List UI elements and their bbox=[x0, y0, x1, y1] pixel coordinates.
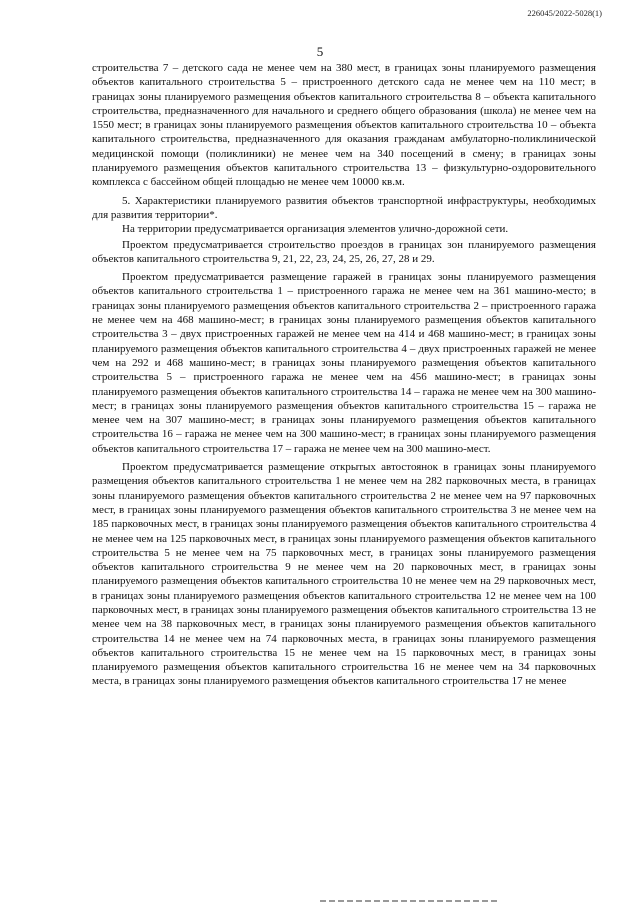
paragraph-street-road-network: На территории предусматривается организация элементов улично-дорожной сети. bbox=[122, 223, 509, 236]
document-registration-number: 226045/2022-5028(1) bbox=[527, 8, 602, 18]
paragraph-social-objects-continued: строительства 7 – детского сада не менее чем на 380 мест, в границах зоны планируемого размещения объектов капитального строительства 5 – пристроенного детского сада не менее чем на 110 мест; в границах зоны планируемого размещения объектов капитального строительства 8 – объекта капитального строительства, предназначенного для начального и среднего общего образования (школа) не менее чем на 1550 мест; в границах зоны планируемого размещения объектов капитального строительства 10 – объекта капитального строительства, предназначенного для оказания гражданам амбулаторно-поликлинической медицинской помощи (поликлиники) не менее чем на 340 посещений в смену; в границах зоны планируемого размещения объектов капитального строительства 13 – физкультурно-оздоровительного комплекса с бассейном общей площадью не менее чем 10000 кв.м. bbox=[92, 62, 596, 189]
scan-artifact-line bbox=[320, 900, 500, 902]
paragraph-garages: Проектом предусматривается размещение гаражей в границах зоны планируемого размещения объектов капитального строительства 1 – пристроенного гаража не менее чем на 361 машино-место; в границах зоны планируемого размещения объектов капитального строительства 2 – пристроенного гаража не менее чем на 468 машино-мест; в границах зоны планируемого размещения объектов капитального строительства 3 – двух пристроенных гаражей не менее чем на 414 и 468 машино-мест; в границах зоны планируемого размещения объектов капитального строительства 4 – двух пристроенных гаражей не менее чем на 292 и 468 машино-мест; в границах зоны планируемого размещения объектов капитального строительства 5 – пристроенного гаража не менее чем на 456 машино-мест; в границах зоны планируемого размещения объектов капитального строительства 14 – гаража не менее чем на 300 машино-мест; в границах зоны планируемого размещения объектов капитального строительства 15 – гаража не менее чем на 307 машино-мест; в границах зоны планируемого размещения объектов капитального строительства 16 – гаража не менее чем на 300 машино-мест; в границах зоны планируемого размещения объектов капитального строительства 17 – гаража не менее чем на 300 машино-мест. bbox=[92, 271, 596, 455]
section-heading-transport-infrastructure: 5. Характеристики планируемого развития объектов транспортной инфраструктуры, необходимых для развития территории*. bbox=[92, 194, 596, 221]
document-body bbox=[92, 61, 596, 689]
paragraph-open-parking: Проектом предусматривается размещение открытых автостоянок в границах зоны планируемого размещения объектов капитального строительства 1 не менее чем на 282 парковочных места, в границах зоны планируемого размещения объектов капитального строительства 2 не менее чем на 97 парковочных мест, в границах зоны планируемого размещения объектов капитального строительства 3 не менее чем на 185 парковочных мест, в границах зоны планируемого размещения объектов капитального строительства 4 не менее чем на 125 парковочных мест, в границах зоны планируемого размещения объектов капитального строительства 5 не менее чем на 75 парковочных мест, в границах зоны планируемого размещения объектов капитального строительства 9 не менее чем на 20 парковочных мест, в границах зоны планируемого размещения объектов капитального строительства 10 не менее чем на 29 парковочных мест, в границах зоны планируемого размещения объектов капитального строительства 12 не менее чем на 100 парковочных мест, в границах зоны планируемого размещения объектов капитального строительства 13 не менее чем на 38 парковочных мест, в границах зоны планируемого размещения объектов капитального строительства 14 не менее чем на 74 парковочных места, в границах зоны планируемого размещения объектов капитального строительства 15 не менее чем на 15 парковочных мест, в границах зоны планируемого размещения объектов капитального строительства 16 не менее чем на 34 парковочных места, в границах зоны планируемого размещения объектов капитального строительства 17 не менее bbox=[92, 461, 596, 688]
page-number: 5 bbox=[316, 44, 324, 59]
paragraph-driveways: Проектом предусматривается строительство проездов в границах зон планируемого размещения объектов капитального строительства 9, 21, 22, 23, 24, 25, 26, 27, 28 и 29. bbox=[92, 238, 596, 265]
